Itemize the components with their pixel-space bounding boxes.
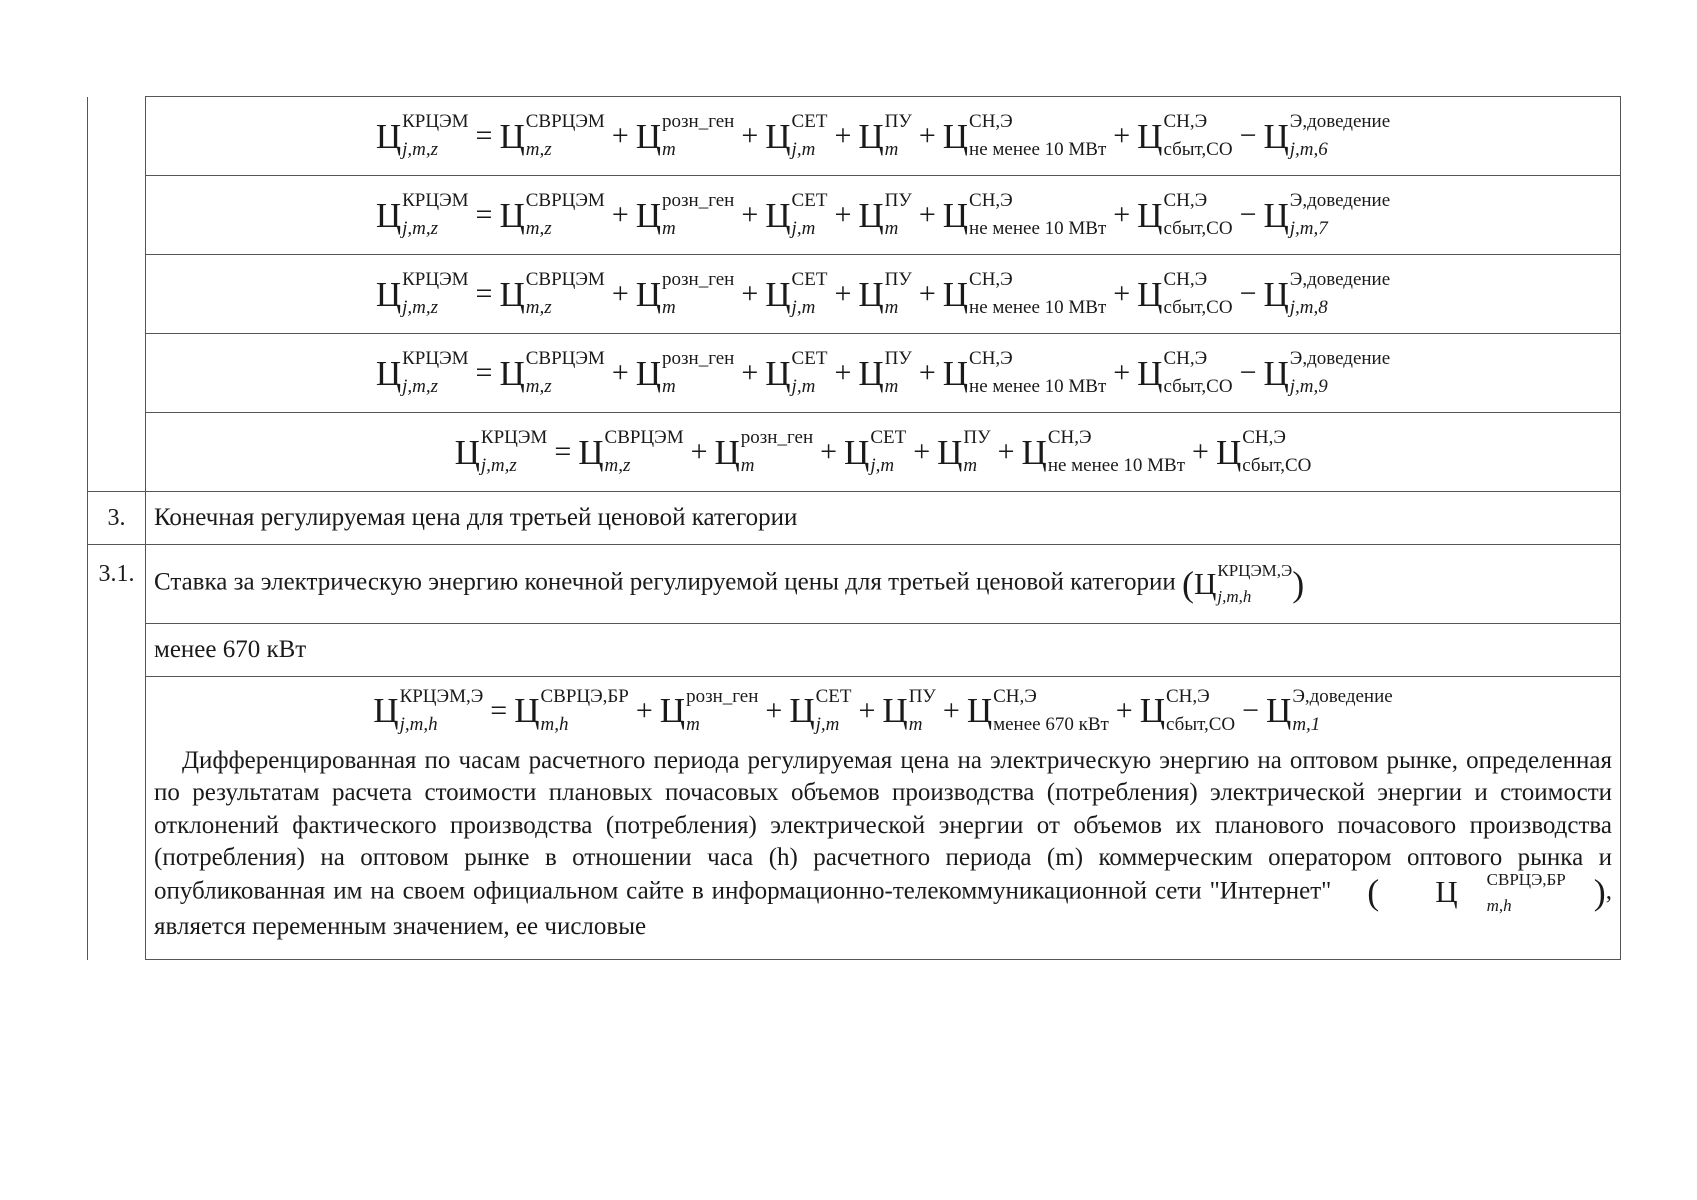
superscript: КРЦЭМ: [480, 427, 548, 449]
subscript: j,m,z: [402, 376, 439, 397]
plus-sign: +: [942, 693, 960, 727]
price-symbol: [635, 111, 735, 160]
symbol-base: Ц: [1137, 353, 1163, 393]
subscript: j,m: [791, 376, 816, 397]
minus-sign: −: [1239, 356, 1257, 389]
superscript: розн_ген: [662, 190, 735, 212]
subscript: m,z: [525, 376, 552, 397]
superscript: розн_ген: [686, 686, 759, 707]
superscript: СВРЦЭМ: [525, 111, 605, 133]
subscript: m: [884, 376, 899, 397]
price-symbol: [635, 269, 735, 318]
superscript: СЕТ: [791, 111, 828, 133]
plus-sign: +: [635, 693, 653, 727]
price-symbol: [659, 686, 759, 735]
symbol-base: Ц: [1137, 116, 1163, 156]
price-symbol: [375, 348, 469, 397]
section-title-text: Ставка за электрическую энергию конечной регулируемой цены для третьей ценовой категории: [154, 568, 1176, 596]
formula-cell: [146, 176, 1621, 255]
subscript: m: [963, 455, 978, 476]
superscript: СН,Э: [993, 686, 1037, 707]
price-symbol: [1137, 111, 1233, 160]
subscript: сбыт,СО: [1163, 297, 1233, 318]
equals-sign: =: [475, 277, 493, 310]
subscript: m: [662, 297, 676, 318]
superscript: ПУ: [963, 427, 991, 449]
subscript: m: [662, 139, 676, 160]
symbol-base: Ц: [659, 691, 686, 731]
plus-sign: +: [1113, 198, 1131, 231]
price-symbol: [1263, 111, 1391, 160]
subscript: сбыт,СО: [1163, 139, 1233, 160]
formula: [375, 111, 1391, 160]
section-title: [146, 545, 1621, 624]
symbol-base: Ц: [635, 353, 662, 393]
symbol-base: Ц: [499, 195, 525, 235]
subscript: сбыт,СО: [1163, 376, 1233, 397]
subscript: m: [740, 455, 755, 476]
symbol-base: Ц: [499, 353, 525, 393]
plus-sign: +: [741, 277, 759, 310]
price-symbol: [375, 111, 469, 160]
symbol-base: Ц: [765, 195, 791, 235]
symbol-base: Ц: [375, 195, 402, 235]
superscript: СЕТ: [791, 190, 828, 212]
symbol-base: Ц: [942, 195, 969, 235]
subscript: сбыт,СО: [1166, 713, 1236, 735]
subscript: m,z: [525, 139, 552, 160]
symbol-base: Ц: [578, 432, 604, 472]
superscript: СН,Э: [969, 111, 1013, 133]
price-symbol: [765, 111, 828, 160]
price-symbol: [1263, 269, 1391, 318]
subscript: j,m,7: [1289, 218, 1328, 239]
formula-cell: [146, 334, 1621, 413]
superscript: Э,доведение: [1289, 269, 1391, 291]
plus-sign: +: [611, 119, 629, 152]
symbol-base: Ц: [765, 353, 791, 393]
plus-sign: +: [834, 356, 852, 389]
symbol-base: Ц: [789, 691, 815, 731]
symbol-base: Ц: [1137, 195, 1163, 235]
formula-row: [88, 176, 1621, 255]
superscript: СН,Э: [969, 348, 1013, 370]
symbol-base: Ц: [942, 116, 969, 156]
plus-sign: +: [1115, 693, 1133, 727]
price-symbol: [499, 111, 605, 160]
formula-wrapper: [154, 686, 1612, 735]
price-symbol: [882, 686, 936, 735]
formula: [375, 269, 1391, 318]
subscript: m: [686, 713, 700, 735]
price-symbol: [1137, 190, 1233, 239]
plus-sign: +: [1113, 119, 1131, 152]
symbol-base: Ц: [765, 274, 791, 314]
price-symbol: [1215, 427, 1312, 476]
price-symbol: [1021, 427, 1186, 476]
price-symbol: [499, 269, 605, 318]
subscript: j,m,6: [1289, 139, 1328, 160]
section-3-1-row: [88, 545, 1621, 624]
superscript: ПУ: [884, 190, 912, 212]
superscript: розн_ген: [740, 427, 814, 449]
symbol-base: Ц: [1263, 353, 1289, 393]
superscript: Э,доведение: [1289, 190, 1391, 212]
superscript: розн_ген: [662, 269, 735, 291]
open-paren: (: [1181, 564, 1194, 604]
superscript: розн_ген: [662, 348, 735, 370]
formula-row: [88, 334, 1621, 413]
equals-sign: =: [490, 693, 508, 727]
close-paren: ): [1292, 564, 1305, 604]
subscript: m,h: [1486, 895, 1512, 915]
plus-sign: +: [820, 435, 838, 468]
subheading-row: [88, 624, 1621, 677]
plus-sign: +: [1113, 277, 1131, 310]
subscript: j,m,h: [1217, 587, 1252, 606]
equals-sign: =: [475, 356, 493, 389]
subscript: m: [662, 376, 676, 397]
superscript: КРЦЭМ: [402, 348, 469, 370]
price-symbol: [635, 348, 735, 397]
symbol-base: Ц: [1139, 691, 1165, 731]
superscript: КРЦЭМ,Э: [1217, 561, 1293, 581]
formula: [375, 348, 1391, 397]
subscript: не менее 10 МВт: [1047, 455, 1186, 476]
symbol-base: Ц: [966, 691, 993, 731]
definition-paragraph: [154, 745, 1612, 943]
superscript: СН,Э: [1163, 190, 1208, 212]
price-symbol: [635, 190, 735, 239]
superscript: КРЦЭМ: [402, 111, 469, 133]
symbol-base: Ц: [375, 116, 402, 156]
plus-sign: +: [741, 356, 759, 389]
subscript: m: [662, 218, 676, 239]
plus-sign: +: [611, 356, 629, 389]
price-symbol: [937, 427, 991, 476]
price-symbol: [1266, 686, 1393, 735]
symbol-base: Ц: [373, 691, 399, 731]
plus-sign: +: [913, 435, 931, 468]
paragraph-term: [1339, 869, 1606, 915]
superscript: ПУ: [884, 269, 912, 291]
section-number: 3.: [88, 492, 146, 545]
subscript: j,m: [791, 218, 816, 239]
minus-sign: −: [1239, 277, 1257, 310]
price-term: [1193, 561, 1293, 606]
symbol-base: Ц: [1263, 195, 1289, 235]
symbol-base: Ц: [635, 116, 662, 156]
subscript: m: [884, 218, 899, 239]
price-symbol: [942, 269, 1107, 318]
price-symbol: [858, 348, 912, 397]
price-symbol: [1137, 348, 1233, 397]
plus-sign: +: [741, 119, 759, 152]
superscript: СВРЦЭ,БР: [1486, 869, 1566, 889]
subscript: j,m,z: [402, 297, 439, 318]
superscript: СЕТ: [815, 686, 852, 707]
symbol-base: Ц: [499, 116, 525, 156]
row-number-empty: [88, 97, 146, 492]
subscript: не менее 10 МВт: [969, 376, 1107, 397]
plus-sign: +: [611, 277, 629, 310]
subscript: m,z: [604, 455, 631, 476]
price-symbol: [373, 686, 484, 735]
symbol-base: Ц: [858, 274, 884, 314]
equals-sign: =: [475, 198, 493, 231]
superscript: СН,Э: [1163, 269, 1208, 291]
subscript: m,1: [1292, 713, 1321, 735]
superscript: розн_ген: [662, 111, 735, 133]
symbol-base: Ц: [1266, 691, 1292, 731]
price-symbol: [514, 686, 629, 735]
section-number: 3.1.: [88, 545, 146, 960]
price-symbol: [942, 348, 1107, 397]
subscript: j,m,z: [480, 455, 517, 476]
price-symbol: [578, 427, 684, 476]
formula: [375, 190, 1391, 239]
symbol-base: Ц: [635, 274, 662, 314]
plus-sign: +: [918, 356, 936, 389]
symbol-base: Ц: [765, 116, 791, 156]
symbol-base: Ц: [454, 432, 480, 472]
symbol-base: Ц: [1137, 274, 1163, 314]
price-symbol: [765, 348, 828, 397]
price-term: [1379, 869, 1566, 915]
superscript: СН,Э: [1242, 427, 1286, 449]
price-symbol: [765, 190, 828, 239]
symbol-base: Ц: [1263, 116, 1289, 156]
symbol-base: Ц: [514, 691, 540, 731]
plus-sign: +: [858, 693, 876, 727]
symbol-base: Ц: [858, 353, 884, 393]
superscript: СЕТ: [870, 427, 907, 449]
superscript: СН,Э: [1047, 427, 1092, 449]
subscript: не менее 10 МВт: [969, 297, 1107, 318]
plus-sign: +: [611, 198, 629, 231]
price-symbol: [375, 269, 469, 318]
price-symbol: [1263, 348, 1391, 397]
formula-row: [88, 97, 1621, 176]
title-term: [1182, 563, 1304, 605]
subscript: m: [884, 139, 899, 160]
tariff-table: [87, 96, 1621, 960]
price-symbol: [714, 427, 814, 476]
price-symbol: [942, 111, 1107, 160]
formula-cell: [146, 97, 1621, 176]
price-symbol: [375, 190, 469, 239]
symbol-base: Ц: [1193, 566, 1217, 601]
subscript: j,m,h: [399, 713, 438, 735]
superscript: СН,Э: [969, 269, 1013, 291]
plus-sign: +: [765, 693, 783, 727]
plus-sign: +: [741, 198, 759, 231]
close-paren: ): [1593, 872, 1606, 913]
plus-sign: +: [997, 435, 1015, 468]
plus-sign: +: [918, 277, 936, 310]
symbol-base: Ц: [635, 195, 662, 235]
price-symbol: [966, 686, 1109, 735]
plus-sign: +: [834, 277, 852, 310]
subscript: не менее 10 МВт: [969, 139, 1107, 160]
superscript: Э,доведение: [1292, 686, 1393, 707]
plus-sign: +: [1113, 356, 1131, 389]
superscript: СВРЦЭМ: [525, 269, 605, 291]
symbol-base: Ц: [942, 274, 969, 314]
plus-sign: +: [834, 119, 852, 152]
plus-sign: +: [834, 198, 852, 231]
minus-sign: −: [1242, 693, 1260, 727]
superscript: СВРЦЭМ: [525, 190, 605, 212]
price-symbol: [499, 190, 605, 239]
formula-row: [88, 255, 1621, 334]
price-symbol: [454, 427, 548, 476]
superscript: СВРЦЭМ: [525, 348, 605, 370]
symbol-base: Ц: [375, 353, 402, 393]
superscript: Э,доведение: [1289, 111, 1391, 133]
equals-sign: =: [554, 435, 572, 468]
price-symbol: [942, 190, 1107, 239]
plus-sign: +: [918, 119, 936, 152]
superscript: КРЦЭМ: [402, 190, 469, 212]
symbol-base: Ц: [1215, 432, 1242, 472]
section-3-row: [88, 492, 1621, 545]
subscript: j,m: [870, 455, 895, 476]
subscript: j,m: [815, 713, 840, 735]
superscript: ПУ: [884, 111, 912, 133]
superscript: СЕТ: [791, 269, 828, 291]
subscript: j,m,8: [1289, 297, 1328, 318]
section-title: Конечная регулируемая цена для третьей ценовой категории: [146, 492, 1621, 545]
open-paren: (: [1367, 872, 1380, 913]
superscript: СН,Э: [1163, 348, 1208, 370]
price-symbol: [858, 111, 912, 160]
subscript: m,h: [540, 713, 569, 735]
price-symbol: [858, 190, 912, 239]
symbol-base: Ц: [858, 116, 884, 156]
subscript: m,z: [525, 297, 552, 318]
formula-paragraph-cell: [146, 677, 1621, 960]
minus-sign: −: [1239, 119, 1257, 152]
paragraph-text: Дифференцированная по часам расчетного периода регулируемая цена на электрическую энергию на оптовом рынке, определенная по результатам расчета стоимости плановых почасовых объемов производства (потребления) электрической энергии и стоимости отклонений фактического производства (потребления) электрической энергии от объемов их планового почасового производства (потребления) на оптовом рынке в отношении часа (h) расчетного периода (m) коммерческим оператором оптового рынка и опубликованная им на своем официальном сайте в информационно-телекоммуникационной сети "Интернет": [154, 746, 1612, 905]
symbol-base: Ц: [882, 691, 908, 731]
plus-sign: +: [918, 198, 936, 231]
symbol-base: Ц: [375, 274, 402, 314]
symbol-base: Ц: [714, 432, 740, 472]
price-symbol: [844, 427, 907, 476]
price-symbol: [1137, 269, 1233, 318]
price-symbol: [765, 269, 828, 318]
subscript: m: [884, 297, 899, 318]
price-symbol: [1193, 561, 1293, 606]
subscript: m: [908, 713, 923, 735]
subscript: менее 670 кВт: [993, 713, 1109, 735]
symbol-base: Ц: [1435, 874, 1458, 910]
price-symbol: [1407, 869, 1566, 915]
price-symbol: [1263, 190, 1391, 239]
subscript: j,m,z: [402, 218, 439, 239]
superscript: КРЦЭМ,Э: [399, 686, 484, 707]
subscript: j,m,9: [1289, 376, 1328, 397]
symbol-base: Ц: [937, 432, 963, 472]
symbol-base: Ц: [844, 432, 870, 472]
subscript: m,z: [525, 218, 552, 239]
subscript: j,m: [791, 139, 816, 160]
formula-paragraph-row: [88, 677, 1621, 960]
price-symbol: [858, 269, 912, 318]
symbol-base: Ц: [499, 274, 525, 314]
superscript: ПУ: [908, 686, 936, 707]
superscript: СВРЦЭ,БР: [540, 686, 629, 707]
symbol-base: Ц: [1021, 432, 1047, 472]
superscript: СН,Э: [1163, 111, 1208, 133]
formula-cell: [146, 255, 1621, 334]
plus-sign: +: [690, 435, 708, 468]
subscript: j,m: [791, 297, 816, 318]
plus-sign: +: [1192, 435, 1209, 468]
price-symbol: [789, 686, 852, 735]
symbol-base: Ц: [858, 195, 884, 235]
symbol-base: Ц: [942, 353, 969, 393]
superscript: СН,Э: [1166, 686, 1210, 707]
subscript: сбыт,СО: [1163, 218, 1233, 239]
price-symbol: [499, 348, 605, 397]
subheading: менее 670 кВт: [146, 624, 1621, 677]
superscript: СЕТ: [791, 348, 828, 370]
superscript: ПУ: [884, 348, 912, 370]
formula: [373, 686, 1393, 735]
equals-sign: =: [475, 119, 493, 152]
symbol-base: Ц: [1263, 274, 1289, 314]
superscript: КРЦЭМ: [402, 269, 469, 291]
superscript: СВРЦЭМ: [604, 427, 684, 449]
minus-sign: −: [1239, 198, 1257, 231]
formula: [454, 427, 1312, 476]
price-symbol: [1139, 686, 1236, 735]
formula-row: [88, 413, 1621, 492]
formula-cell: [146, 413, 1621, 492]
superscript: СН,Э: [969, 190, 1013, 212]
paragraph-text-end: , является переменным значением, ее числовые: [154, 877, 1613, 940]
subscript: сбыт,СО: [1242, 455, 1312, 476]
subscript: j,m,z: [402, 139, 439, 160]
superscript: Э,доведение: [1289, 348, 1391, 370]
subscript: не менее 10 МВт: [969, 218, 1107, 239]
